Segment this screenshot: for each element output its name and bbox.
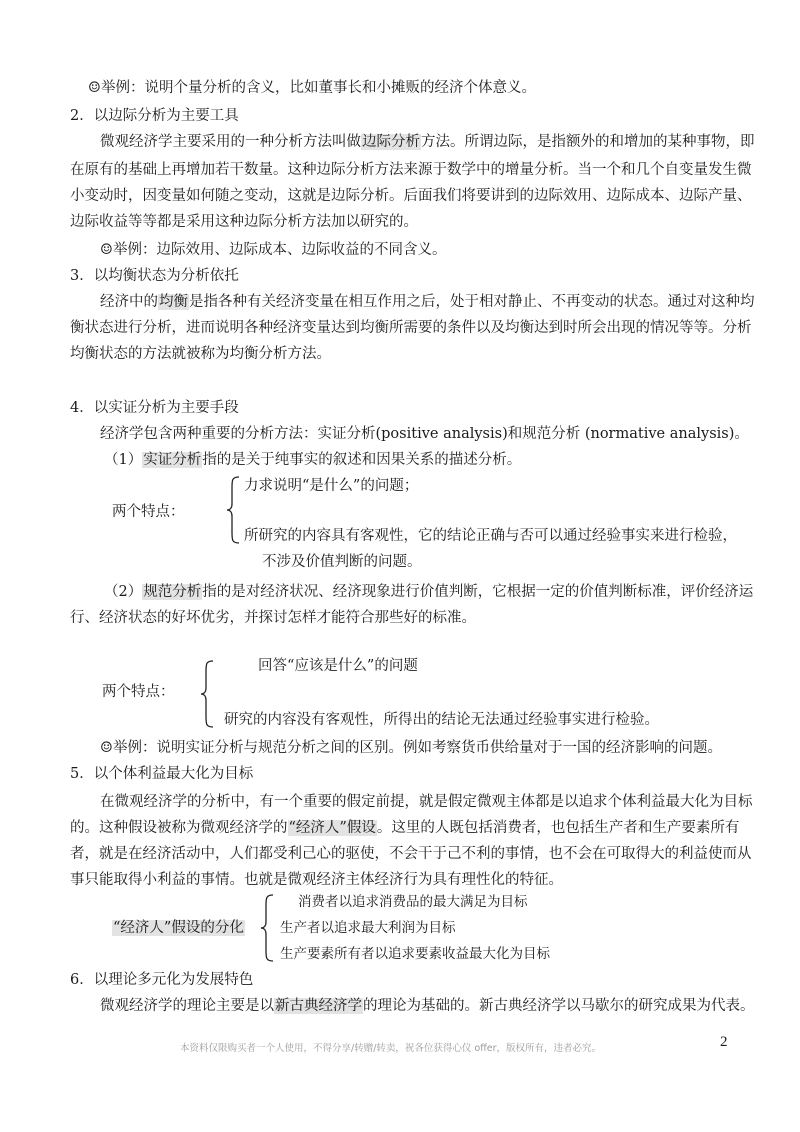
para-3-line-3: 均衡状态的方法就被称为均衡分析方法。	[70, 346, 331, 362]
para-4-line-2: （1）实证分析指的是关于纯事实的叙述和因果关系的描述分析。	[104, 452, 522, 468]
footer-notice: 本资料仅限购买者一个人使用，不得分享/转赠/转卖，祝各位获得心仪 offer，版权所有，违者必究。	[180, 1043, 602, 1054]
economic-man-item-2: 生产者以追求最大利润为目标	[280, 920, 456, 936]
para-2-line-2: 在原有的基础上再增加若干数量。这种边际分析方法来源于数学中的增量分析。当一个和几个自变量发生微	[70, 162, 752, 178]
positive-feature-2: 所研究的内容具有客观性，它的结论正确与否可以通过经验事实来进行检验，	[244, 528, 737, 544]
highlight-neoclassical: 新古典经济学	[275, 998, 362, 1014]
highlight-positive-analysis: 实证分析	[143, 452, 202, 468]
brace-positive	[226, 476, 240, 544]
para-4-line-3: （2）规范分析指的是对经济状况、经济现象进行价值判断，它根据一定的价值判断标准，评价经济运	[104, 584, 754, 600]
para-5-line-4: 事只能取得小利益的事情。也就是微观经济主体经济行为具有理性化的特征。	[70, 872, 563, 888]
para-3-line-2: 衡状态进行分析，进而说明各种经济变量达到均衡所需要的条件以及均衡达到时所会出现的情况等等。分析	[70, 320, 752, 336]
para-5-line-3: 者，就是在经济活动中，人们都受利己心的驱使，不会干于己不利的事情，也不会在可取得大的利益使而从	[70, 846, 752, 862]
para-4-line-4: 行、经济状态的好坏优劣，并探讨怎样才能符合那些好的标准。	[70, 610, 476, 626]
example-line-2: ☺举例：边际效用、边际成本、边际收益的不同含义。	[100, 242, 447, 258]
para-2-line-4: 边际收益等等都是采用这种边际分析方法加以研究的。	[70, 214, 418, 230]
economic-man-item-1: 消费者以追求消费品的最大满足为目标	[298, 894, 528, 910]
para-3-line-1: 经济中的均衡是指各种有关经济变量在相互作用之后，处于相对静止、不再变动的状态。通过对这种均	[100, 294, 755, 310]
highlight-economic-man: “经济人”假设	[288, 820, 376, 836]
heading-3: 3．以均衡状态为分析依托	[70, 268, 239, 284]
positive-feature-3: 不涉及价值判断的问题。	[262, 554, 422, 570]
positive-feature-1: 力求说明“是什么”的问题；	[244, 478, 419, 494]
heading-4: 4．以实证分析为主要手段	[70, 400, 239, 416]
heading-2: 2．以边际分析为主要工具	[70, 108, 239, 124]
highlight-equilibrium: 均衡	[159, 294, 188, 310]
para-5-line-1: 在微观经济学的分析中，有一个重要的假定前提，就是假定微观主体都是以追求个体利益最大化为目标	[100, 794, 753, 810]
heading-5: 5．以个体利益最大化为目标	[70, 766, 254, 782]
highlight-normative-analysis: 规范分析	[143, 584, 202, 600]
para-5-line-2: 的。这种假设被称为微观经济学的“经济人”假设。这里的人既包括消费者，也包括生产者和生产要素所有	[70, 820, 740, 836]
economic-man-item-3: 生产要素所有者以追求要素收益最大化为目标	[280, 946, 550, 962]
normative-features-label: 两个特点：	[102, 684, 175, 700]
page-number: 2	[720, 1034, 728, 1050]
para-2-line-1: 微观经济学主要采用的一种分析方法叫做边际分析方法。所谓边际，是指额外的和增加的某种事物，即	[100, 134, 755, 150]
heading-6: 6．以理论多元化为发展特色	[70, 972, 254, 988]
example-line-4: ☺举例：说明实证分析与规范分析之间的区别。例如考察货币供给量对于一国的经济影响的问题。	[100, 740, 722, 756]
para-4-line-1: 经济学包含两种重要的分析方法：实证分析(positive analysis)和规范分析 (normative analysis)。	[100, 426, 749, 442]
normative-feature-2: 研究的内容没有客观性，所得出的结论无法通过经验事实进行检验。	[224, 712, 659, 728]
example-line-1: ☺举例：说明个量分析的含义，比如董事长和小摊贩的经济个体意义。	[88, 80, 536, 96]
highlight-marginal-analysis: 边际分析	[362, 134, 420, 150]
economic-man-label: “经济人”假设的分化	[113, 920, 244, 936]
positive-features-label: 两个特点：	[112, 504, 185, 520]
brace-normative	[200, 660, 214, 728]
para-6-line-1: 微观经济学的理论主要是以新古典经济学的理论为基础的。新古典经济学以马歇尔的研究成果为代表。	[100, 998, 755, 1014]
brace-economic-man	[260, 894, 274, 962]
para-2-line-3: 小变动时，因变量如何随之变动，这就是边际分析。后面我们将要讲到的边际效用、边际成本、边际产量、	[70, 188, 752, 204]
normative-feature-1: 回答“应该是什么”的问题	[258, 658, 418, 674]
